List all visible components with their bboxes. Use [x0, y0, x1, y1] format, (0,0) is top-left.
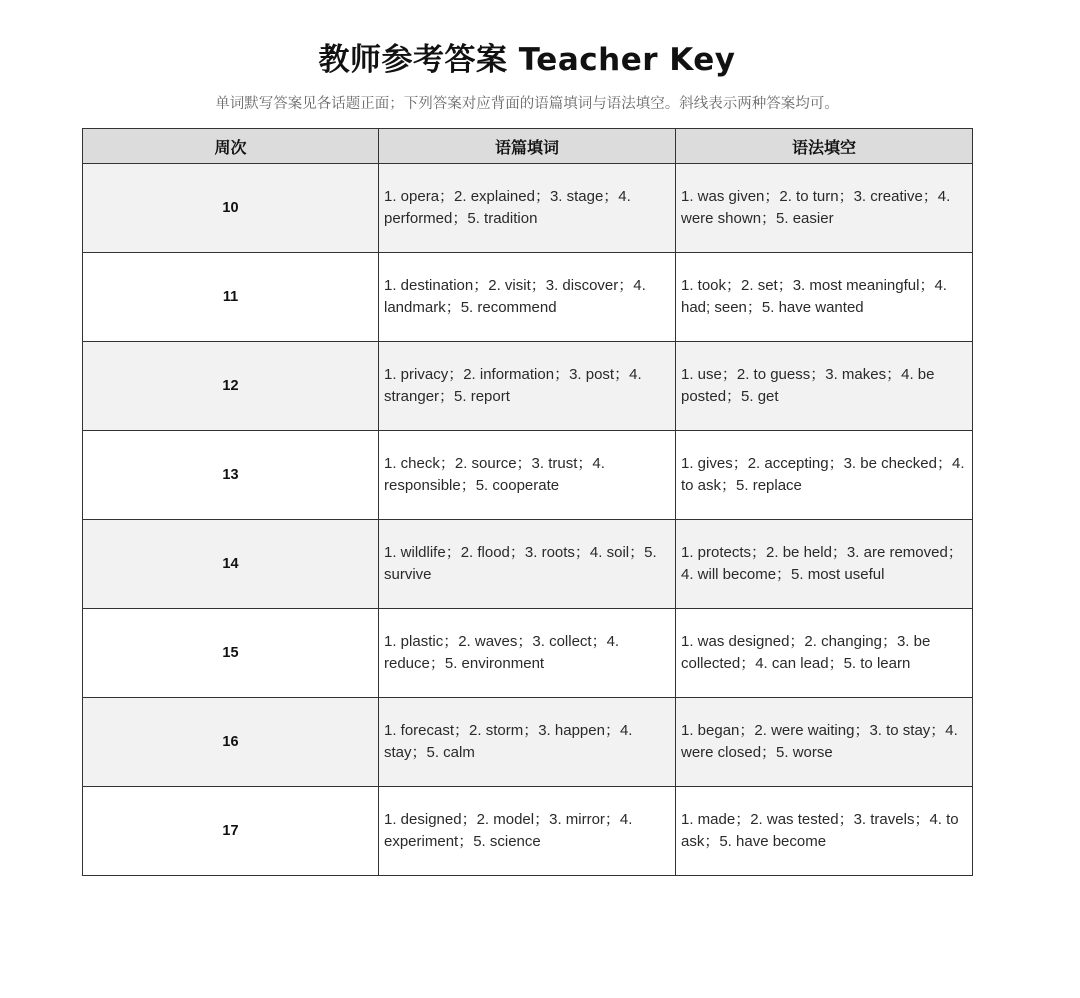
grammar-answer-cell: 1. gives；2. accepting；3. be checked；4. to ask；5. replace [676, 431, 973, 520]
week-cell: 10 [83, 164, 379, 253]
grammar-answer-cell: 1. began；2. were waiting；3. to stay；4. were closed；5. worse [676, 698, 973, 787]
week-cell: 11 [83, 253, 379, 342]
vocab-answer-cell: 1. opera；2. explained；3. stage；4. performed；5. tradition [379, 164, 676, 253]
column-header-grammar-fill: 语法填空 [676, 129, 973, 164]
page-title: 教师参考答案 Teacher Key [318, 42, 736, 78]
grammar-answer-cell: 1. was given；2. to turn；3. creative；4. were shown；5. easier [676, 164, 973, 253]
vocab-answer-cell: 1. forecast；2. storm；3. happen；4. stay；5. calm [379, 698, 676, 787]
week-cell: 16 [83, 698, 379, 787]
grammar-answer-cell: 1. took；2. set；3. most meaningful；4. had; seen；5. have wanted [676, 253, 973, 342]
column-header-vocab-fill: 语篇填词 [379, 129, 676, 164]
table-row [83, 520, 973, 609]
column-header-week: 周次 [83, 129, 379, 164]
table-row [83, 431, 973, 520]
answer-key-table [82, 128, 973, 876]
vocab-answer-cell: 1. privacy；2. information；3. post；4. stranger；5. report [379, 342, 676, 431]
vocab-answer-cell: 1. wildlife；2. flood；3. roots；4. soil；5. survive [379, 520, 676, 609]
vocab-answer-cell: 1. check；2. source；3. trust；4. responsible；5. cooperate [379, 431, 676, 520]
table-row [83, 164, 973, 253]
week-cell: 14 [83, 520, 379, 609]
grammar-answer-cell: 1. use；2. to guess；3. makes；4. be posted；5. get [676, 342, 973, 431]
week-cell: 12 [83, 342, 379, 431]
table-row [83, 698, 973, 787]
vocab-answer-cell: 1. plastic；2. waves；3. collect；4. reduce；5. environment [379, 609, 676, 698]
week-cell: 15 [83, 609, 379, 698]
grammar-answer-cell: 1. protects；2. be held；3. are removed；4. will become；5. most useful [676, 520, 973, 609]
grammar-answer-cell: 1. was designed；2. changing；3. be collected；4. can lead；5. to learn [676, 609, 973, 698]
table-row [83, 342, 973, 431]
week-cell: 17 [83, 787, 379, 876]
page-subtitle: 单词默写答案见各话题正面；下列答案对应背面的语篇填词与语法填空。斜线表示两种答案均可。 [215, 96, 839, 112]
table-row [83, 253, 973, 342]
grammar-answer-cell: 1. made；2. was tested；3. travels；4. to ask；5. have become [676, 787, 973, 876]
table-row [83, 609, 973, 698]
table-header-row [83, 129, 973, 164]
week-cell: 13 [83, 431, 379, 520]
table-row [83, 787, 973, 876]
vocab-answer-cell: 1. destination；2. visit；3. discover；4. landmark；5. recommend [379, 253, 676, 342]
vocab-answer-cell: 1. designed；2. model；3. mirror；4. experiment；5. science [379, 787, 676, 876]
